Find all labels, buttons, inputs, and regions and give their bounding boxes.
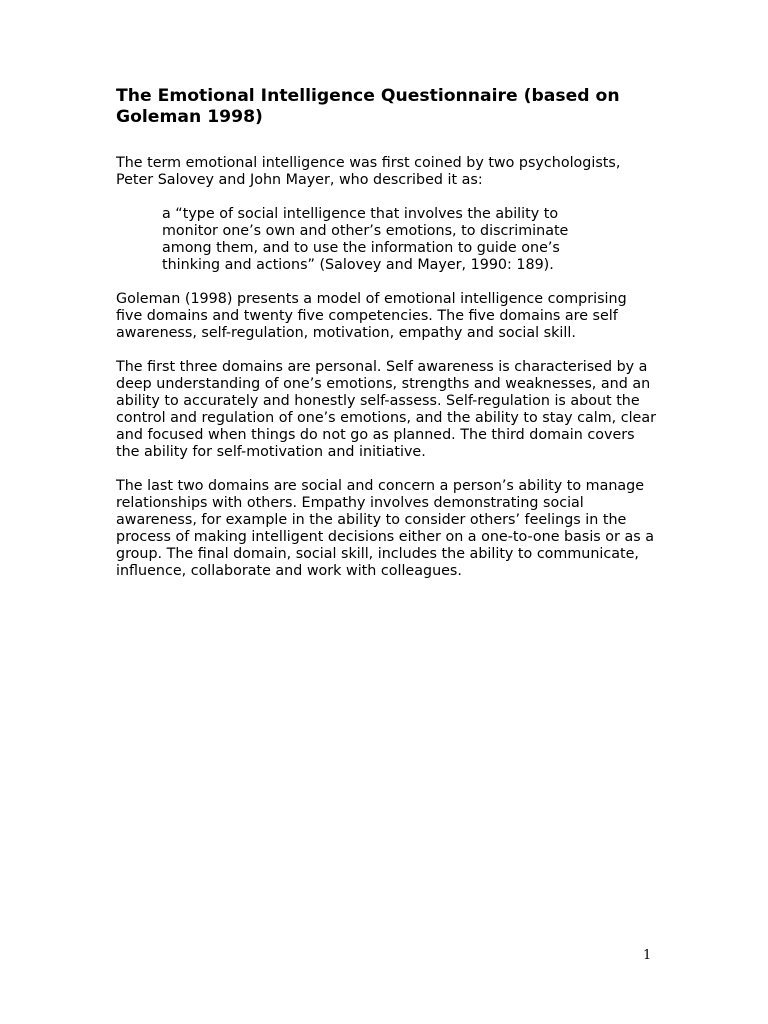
document-title: The Emotional Intelligence Questionnaire (based on Goleman 1998) xyxy=(116,86,620,127)
intro-paragraph: The term emotional intelligence was first coined by two psychologists, Peter Salovey and John Mayer, who described it as: xyxy=(116,155,621,188)
paragraph-personal-domains: The first three domains are personal. Self awareness is characterised by a deep understanding of one’s emotions, strengths and weaknesses, and an ability to accurately and honestly self-assess. Self-regulation is about the control and regulation of one’s emotions, and the ability to stay calm, clear and focused when things do not go as planned. The third domain covers the ability for self-motivation and initiative. xyxy=(116,359,656,460)
page-number: 1 xyxy=(643,948,652,963)
document-body xyxy=(116,86,656,597)
paragraph-social-domains: The last two domains are social and concern a person’s ability to manage relationships with others. Empathy involves demonstrating social awareness, for example in the ability to consider others’ feelings in the process of making intelligent decisions either on a one-to-one basis or as a group. The final domain, social skill, includes the ability to communicate, influence, collaborate and work with colleagues. xyxy=(116,478,654,579)
block-quote: a “type of social intelligence that involves the ability to monitor one’s own and other’s emotions, to discriminate among them, and to use the information to guide one’s thinking and actions” (Salovey and Mayer, 1990: 189). xyxy=(162,206,569,273)
paragraph-domains: Goleman (1998) presents a model of emotional intelligence comprising five domains and twenty five competencies. The five domains are self awareness, self-regulation, motivation, empathy and social skill. xyxy=(116,291,627,341)
